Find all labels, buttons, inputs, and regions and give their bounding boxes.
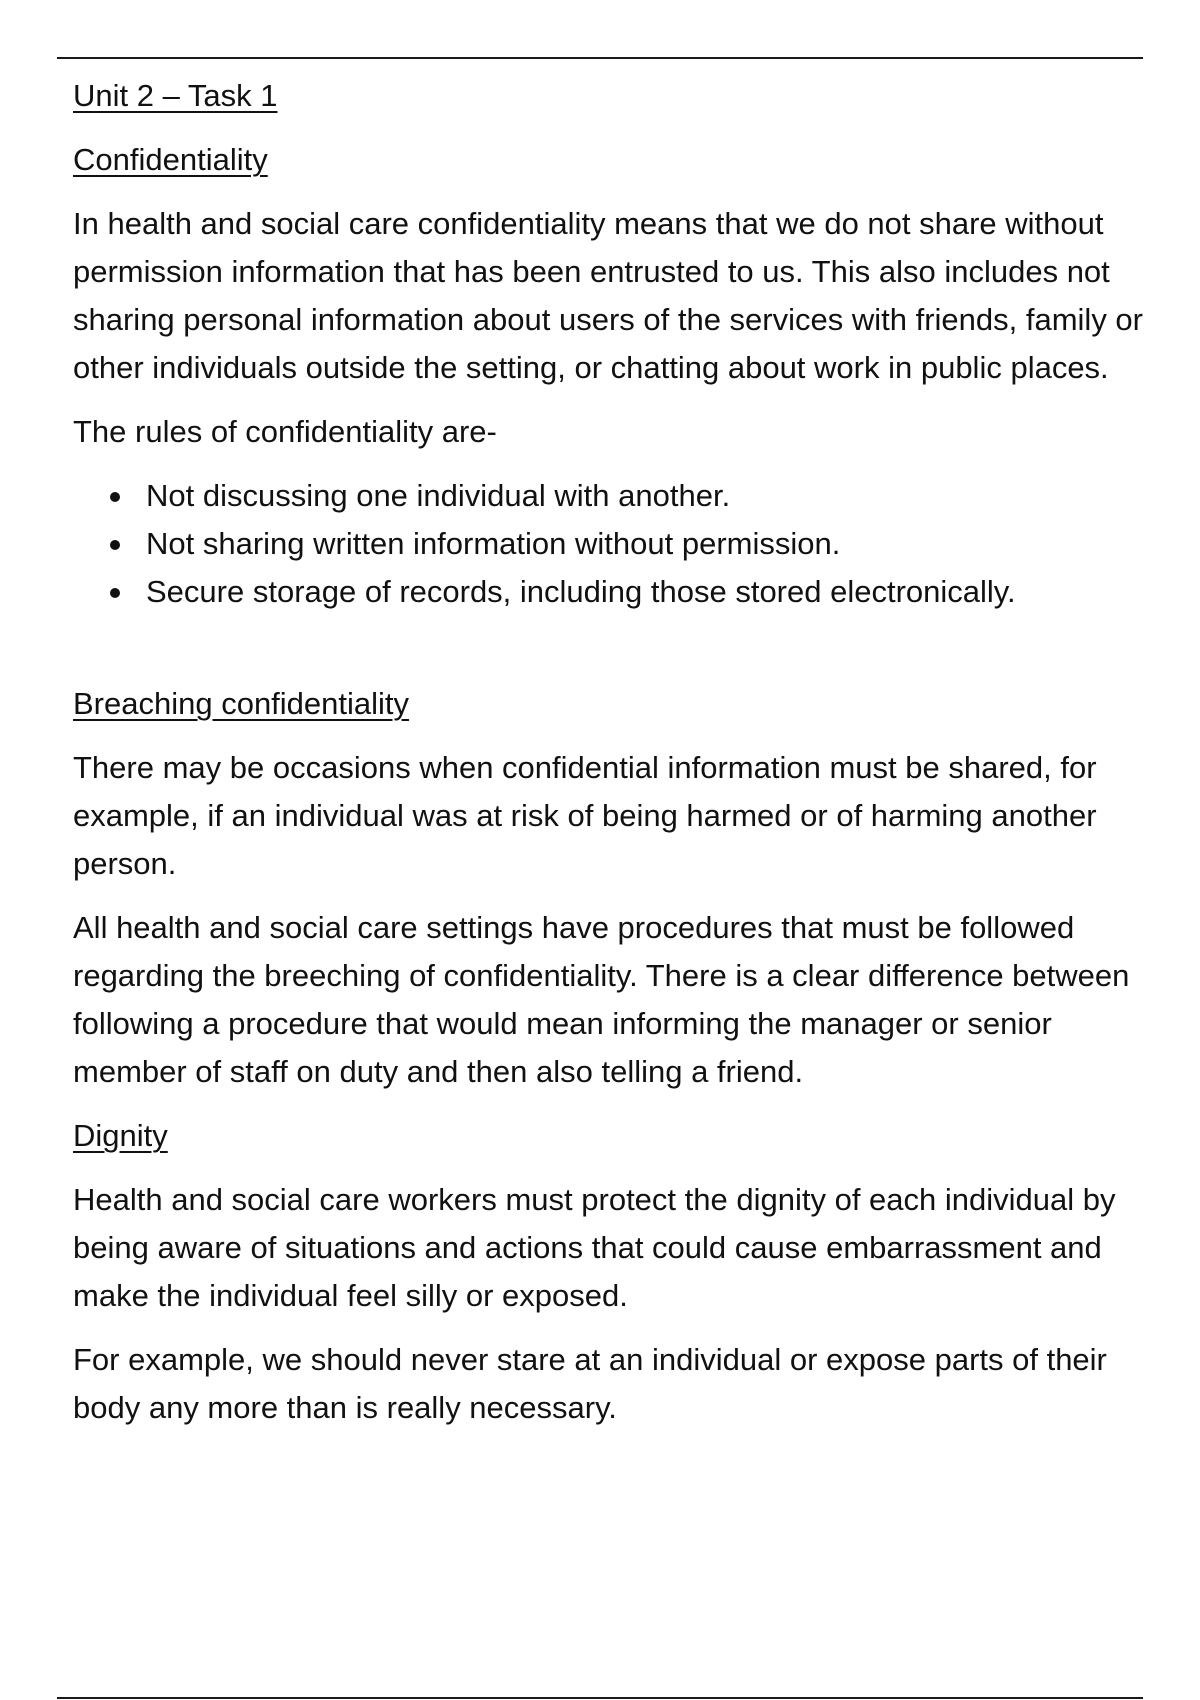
breaching-procedure-paragraph: All health and social care settings have procedures that must be followed regarding the breeching of confidentiality. There is a clear difference between following a procedure that would mean informing the manager or senior member of staff on duty and then also telling a friend. [73, 910, 1130, 1089]
top-rule [57, 57, 1143, 59]
dignity-heading: Dignity [73, 1118, 168, 1153]
bullet-icon [110, 492, 120, 502]
document-title: Unit 2 – Task 1 [73, 78, 278, 113]
confidentiality-rules-list [73, 472, 1143, 616]
dignity-example-paragraph: For example, we should never stare at an individual or expose parts of their body any more than is really necessary. [73, 1342, 1107, 1425]
bullet-icon [110, 540, 120, 550]
dignity-paragraph: Health and social care workers must protect the dignity of each individual by being aware of situations and actions that could cause embarrassment and make the individual feel silly or exposed. [73, 1182, 1116, 1313]
list-item [73, 568, 1143, 616]
rule-text: Not sharing written information without permission. [146, 526, 841, 561]
rule-text: Not discussing one individual with another. [146, 478, 731, 513]
breaching-heading: Breaching confidentiality [73, 686, 410, 721]
confidentiality-rules-intro: The rules of confidentiality are- [73, 414, 497, 449]
bottom-rule [57, 1697, 1143, 1699]
confidentiality-heading: Confidentiality [73, 142, 268, 177]
breaching-paragraph: There may be occasions when confidential information must be shared, for example, if an individual was at risk of being harmed or of harming another person. [73, 750, 1097, 881]
bullet-icon [110, 588, 120, 598]
section-spacer [73, 616, 1143, 680]
list-item [73, 520, 1143, 568]
rule-text: Secure storage of records, including those stored electronically. [146, 574, 1016, 609]
confidentiality-paragraph: In health and social care confidentiality means that we do not share without permission information that has been entrusted to us. This also includes not sharing personal information about users of the services with friends, family or other individuals outside the setting, or chatting about work in public places. [73, 206, 1143, 385]
list-item [73, 472, 1143, 520]
document-body [73, 72, 1143, 1448]
